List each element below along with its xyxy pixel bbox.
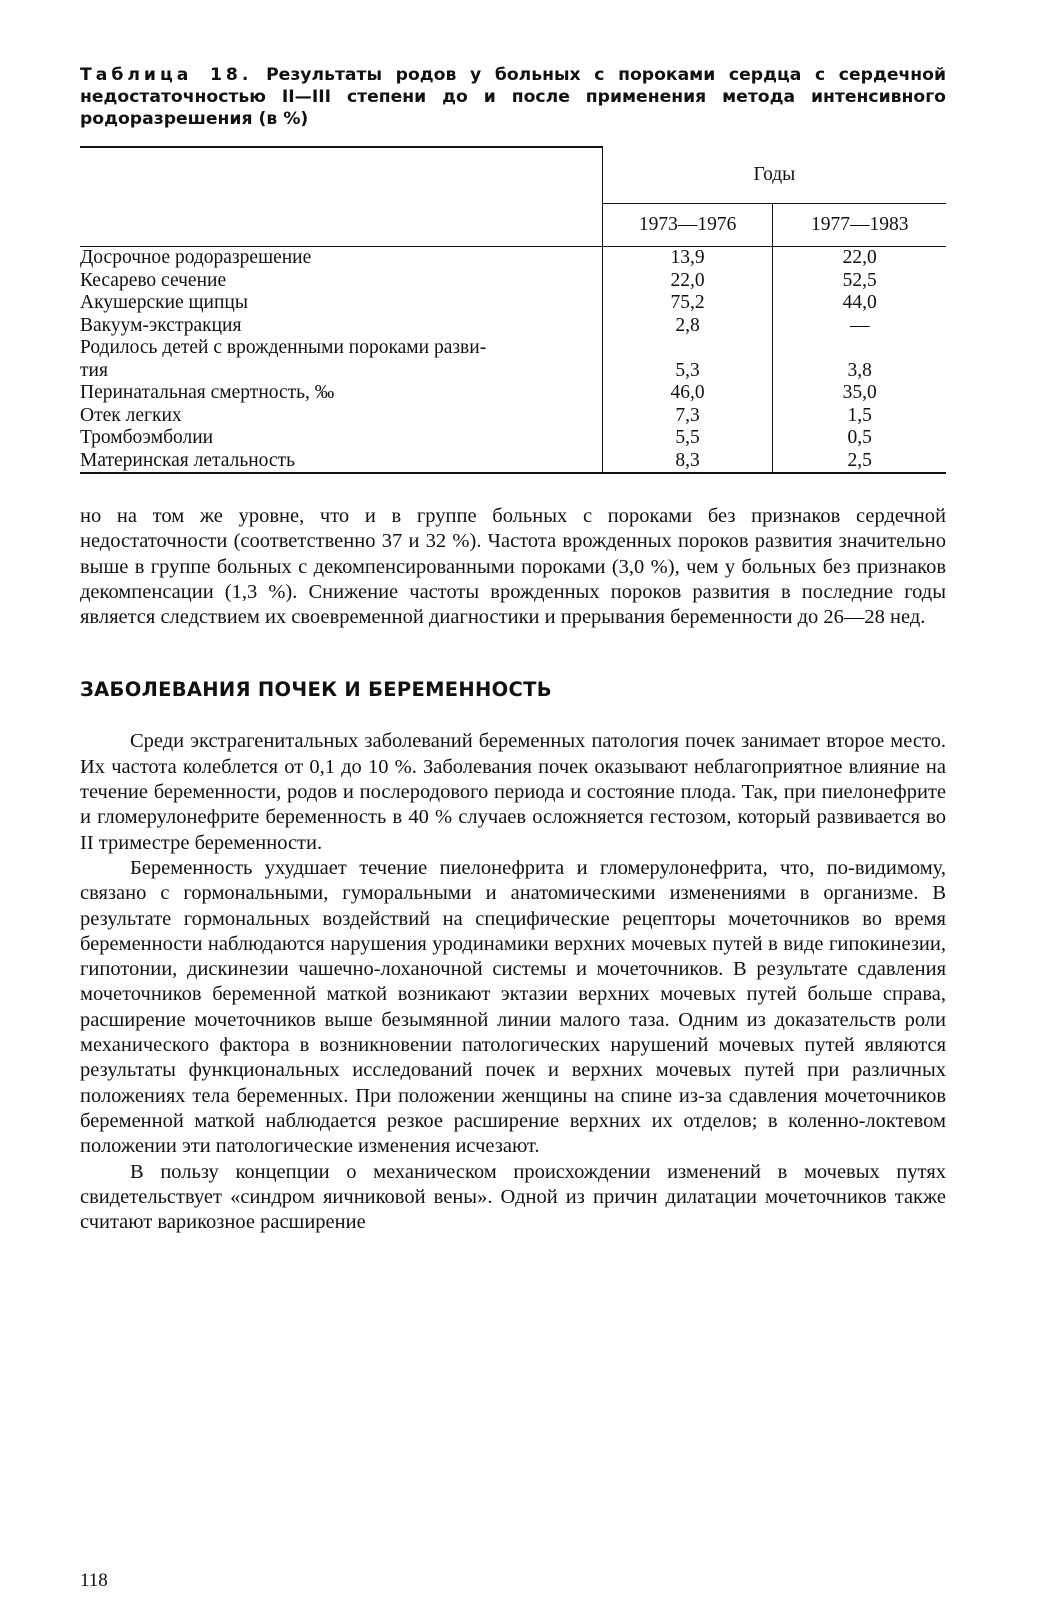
row-label: Вакуум-экстракция (80, 314, 242, 336)
cell-value: 0,5 (847, 427, 872, 448)
section-heading: ЗАБОЛЕВАНИЯ ПОЧЕК И БЕРЕМЕННОСТЬ (80, 678, 552, 702)
table-col-1977-1983 (773, 247, 946, 474)
cell-value: 1,5 (847, 404, 872, 426)
row-label: Досрочное родоразрешение (80, 247, 312, 268)
cell-value: — (849, 314, 870, 336)
table-row-labels (80, 247, 602, 474)
table-caption-text: Результаты родов у больных с пороками сердца с сердечной недостаточностью II—III степени до и после применения метода интенсивного родоразрешения (в %) (80, 65, 947, 129)
cell-value: 2,8 (675, 314, 700, 336)
cell-value: 35,0 (842, 382, 877, 403)
results-table (80, 146, 946, 474)
cell-value: 46,0 (670, 382, 705, 403)
page-content (80, 64, 946, 1235)
body-paragraph: Беременность ухудшает течение пиелонефрита и гломерулонефрита, что, по-видимому, связано с гормональными, гуморальными и анатомическими изменениями в организме. В результате гормональных воздействий на специфические рецепторы мочеточников во время беременности наблюдаются нарушения уродинамики верхних мочевых путей в виде гипокинезии, гипотонии, дискинезии чашечно-лоханочной системы и мочеточников. В результате сдавления мочеточников беременной маткой возникают эктазии верхних мочевых путей больше справа, расширение мочеточников выше безымянной линии малого таза. Одним из доказательств роли механического фактора в возникновении патологических нарушений мочевых путей являются результаты функциональных исследований почек и верхних мочевых путей при различных положениях тела беременных. При положении женщины на спине из-за сдавления мочеточников беременной маткой наблюдается резкое расширение верхних их отделов; в коленно-локтевом положении эти патологические изменения исчезают. (80, 856, 946, 1158)
table-caption (80, 64, 946, 130)
cell-value: 3,8 (847, 359, 872, 381)
table-period-header-1: 1973—1976 (602, 204, 773, 247)
row-label-multiline: Родилось детей с врожденными пороками разви- тия (80, 337, 487, 381)
row-label: Отек легких (80, 404, 182, 426)
table-caption-label: Таблица 18. (80, 65, 253, 85)
cell-value: 13,9 (670, 247, 705, 268)
body-paragraph: Среди экстрагенитальных заболеваний беременных патология почек занимает второе место. Их частота колеблется от 0,1 до 10 %. Заболевания почек оказывают неблагоприятное влияние на течение беременности, родов и послеродового периода и состояние плода. Так, при пиелонефрите и гломерулонефрите беременность в 40 % случаев осложняется гестозом, который развивается во II триместре беременности. (80, 730, 946, 854)
row-label: Перинатальная смертность, ‰ (80, 382, 335, 403)
cell-value: 2,5 (847, 449, 872, 471)
table-col-1973-1976 (602, 247, 773, 474)
row-label: Акушерские щипцы (80, 292, 248, 313)
cell-value: 22,0 (670, 269, 705, 291)
cell-value: 75,2 (670, 292, 705, 313)
page-number: 118 (80, 1570, 108, 1591)
table-period-header-2: 1977—1983 (773, 204, 946, 247)
cell-value: 5,5 (675, 427, 700, 448)
cell-value: 7,3 (675, 404, 700, 426)
row-label: Тромбоэмболии (80, 427, 214, 448)
cell-value: 5,3 (675, 359, 700, 381)
row-label: Материнская летальность (80, 449, 295, 471)
row-label: Кесарево сечение (80, 269, 227, 291)
cell-value: 8,3 (675, 449, 700, 471)
body-paragraph: В пользу концепции о механическом происхождении изменений в мочевых путях свидетельствует «синдром яичниковой вены». Одной из причин дилатации мочеточников также считают варикозное расширение (80, 1160, 946, 1234)
paragraph-continued: но на том же уровне, что и в группе больных с пороками без признаков сердечной недостаточности (соответственно 37 и 32 %). Частота врожденных пороков развития значительно выше в группе больных с декомпенсированными пороками (3,0 %), чем у больных без признаков декомпенсации (1,3 %). Снижение частоты врожденных пороков развития в последние годы является следствием их своевременной диагностики и прерывания беременности до 26—28 нед. (80, 505, 946, 629)
cell-value: 52,5 (842, 269, 877, 291)
table-group-header: Годы (602, 147, 946, 204)
cell-value: 22,0 (842, 247, 877, 268)
table-stub-header (80, 147, 602, 247)
cell-value: 44,0 (842, 292, 877, 313)
